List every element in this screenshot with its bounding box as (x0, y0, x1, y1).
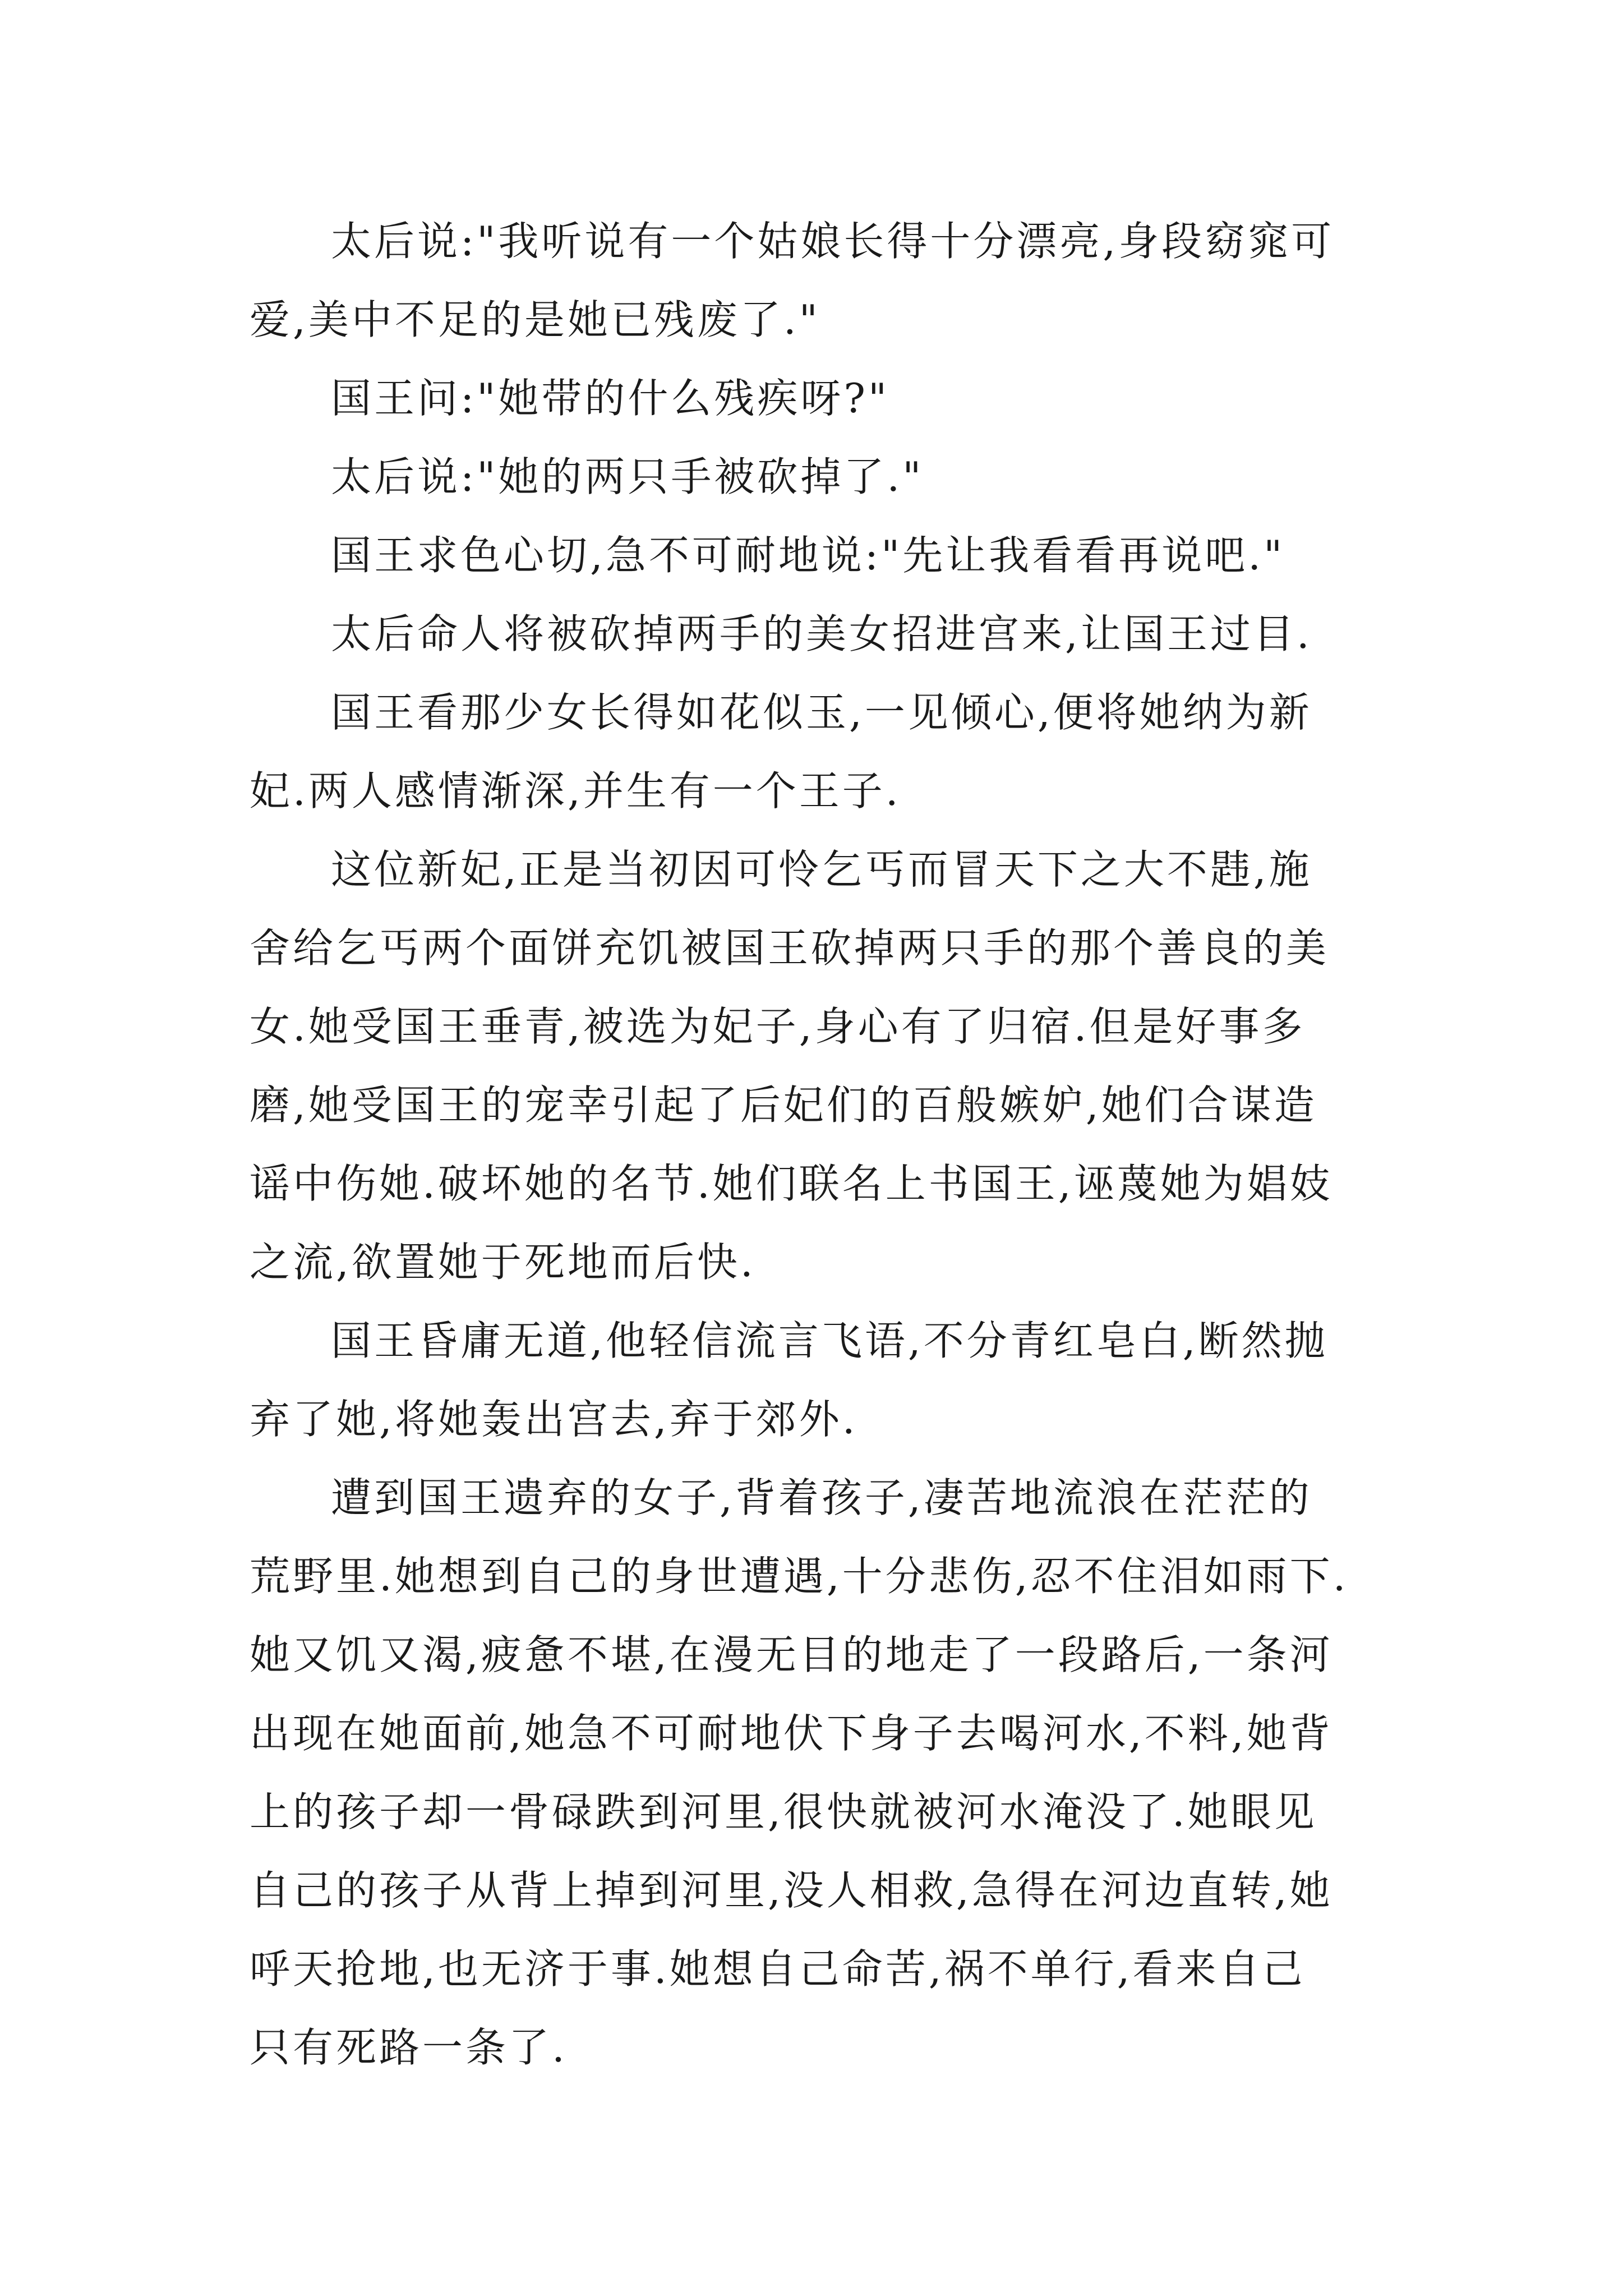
text-line: 只有死路一条了. (250, 2024, 568, 2071)
text-line: 国王昏庸无道,他轻信流言飞语,不分青红皂白,断然抛 (331, 1317, 1328, 1364)
text-line: 荒野里.她想到自己的身世遭遇,十分悲伤,忍不住泪如雨下. (250, 1553, 1349, 1600)
text-line: 之流,欲置她于死地而后快. (250, 1239, 756, 1286)
text-line: 太后说:"我听说有一个姑娘长得十分漂亮,身段窈窕可 (331, 218, 1335, 265)
text-line: 国王问:"她带的什么残疾呀?" (331, 375, 890, 422)
text-line: 太后说:"她的两只手被砍掉了." (331, 453, 924, 500)
text-line: 爱,美中不足的是她已残废了." (250, 296, 820, 343)
text-line: 这位新妃,正是当初因可怜乞丐而冒天下之大不韪,施 (331, 846, 1312, 893)
text-line: 妃.两人感情渐深,并生有一个王子. (250, 767, 901, 815)
text-line: 她又饥又渴,疲惫不堪,在漫无目的地走了一段路后,一条河 (250, 1631, 1333, 1678)
text-line: 弃了她,将她轰出宫去,弃于郊外. (250, 1396, 858, 1443)
text-line: 遭到国王遗弃的女子,背着孩子,凄苦地流浪在茫茫的 (331, 1474, 1312, 1521)
text-line: 磨,她受国王的宠幸引起了后妃们的百般嫉妒,她们合谋造 (250, 1082, 1317, 1129)
text-line: 出现在她面前,她急不可耐地伏下身子去喝河水,不料,她背 (250, 1710, 1333, 1757)
text-line: 呼天抢地,也无济于事.她想自己命苦,祸不单行,看来自己 (250, 1945, 1306, 1993)
text-line: 自己的孩子从背上掉到河里,没人相救,急得在河边直转,她 (250, 1867, 1333, 1914)
text-line: 舍给乞丐两个面饼充饥被国王砍掉两只手的那个善良的美 (250, 924, 1330, 972)
text-line: 女.她受国王垂青,被选为妃子,身心有了归宿.但是好事多 (250, 1003, 1306, 1050)
text-line: 上的孩子却一骨碌跌到河里,很快就被河水淹没了.她眼见 (250, 1788, 1317, 1835)
text-line: 国王看那少女长得如花似玉,一见倾心,便将她纳为新 (331, 689, 1312, 736)
text-line: 国王求色心切,急不可耐地说:"先让我看看再说吧." (331, 532, 1285, 579)
text-line: 太后命人将被砍掉两手的美女招进宫来,让国王过目. (331, 610, 1312, 657)
text-line: 谣中伤她.破坏她的名节.她们联名上书国王,诬蔑她为娼妓 (250, 1160, 1333, 1207)
